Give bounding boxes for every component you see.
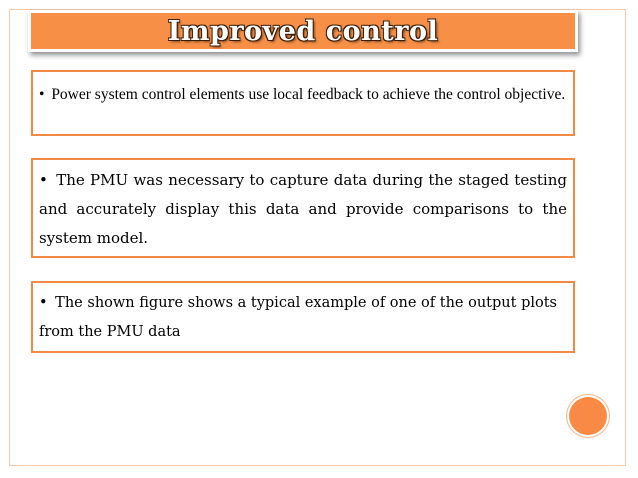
bullet-text-3: The shown figure shows a typical example of one of the output plots from the PMU data	[39, 295, 557, 340]
bullet-box-1	[31, 70, 575, 136]
bullet-text-2: The PMU was necessary to capture data during the staged testing and accurately display this data and provide comparisons to the system model.	[39, 171, 567, 247]
bullet-box-2	[31, 158, 575, 258]
bullet-text-1: Power system control elements use local feedback to achieve the control objective.	[51, 86, 566, 103]
bullet-marker: •	[39, 171, 48, 189]
bullet-paragraph-1	[39, 80, 567, 110]
bullet-marker: •	[39, 86, 45, 103]
bullet-paragraph-3	[39, 289, 567, 347]
title-banner	[28, 10, 578, 52]
slide-title: Improved control	[167, 15, 439, 47]
bullet-marker: •	[39, 295, 48, 311]
bullet-paragraph-2	[39, 166, 567, 253]
bullet-box-3	[31, 281, 575, 353]
decorative-circle	[569, 397, 607, 435]
